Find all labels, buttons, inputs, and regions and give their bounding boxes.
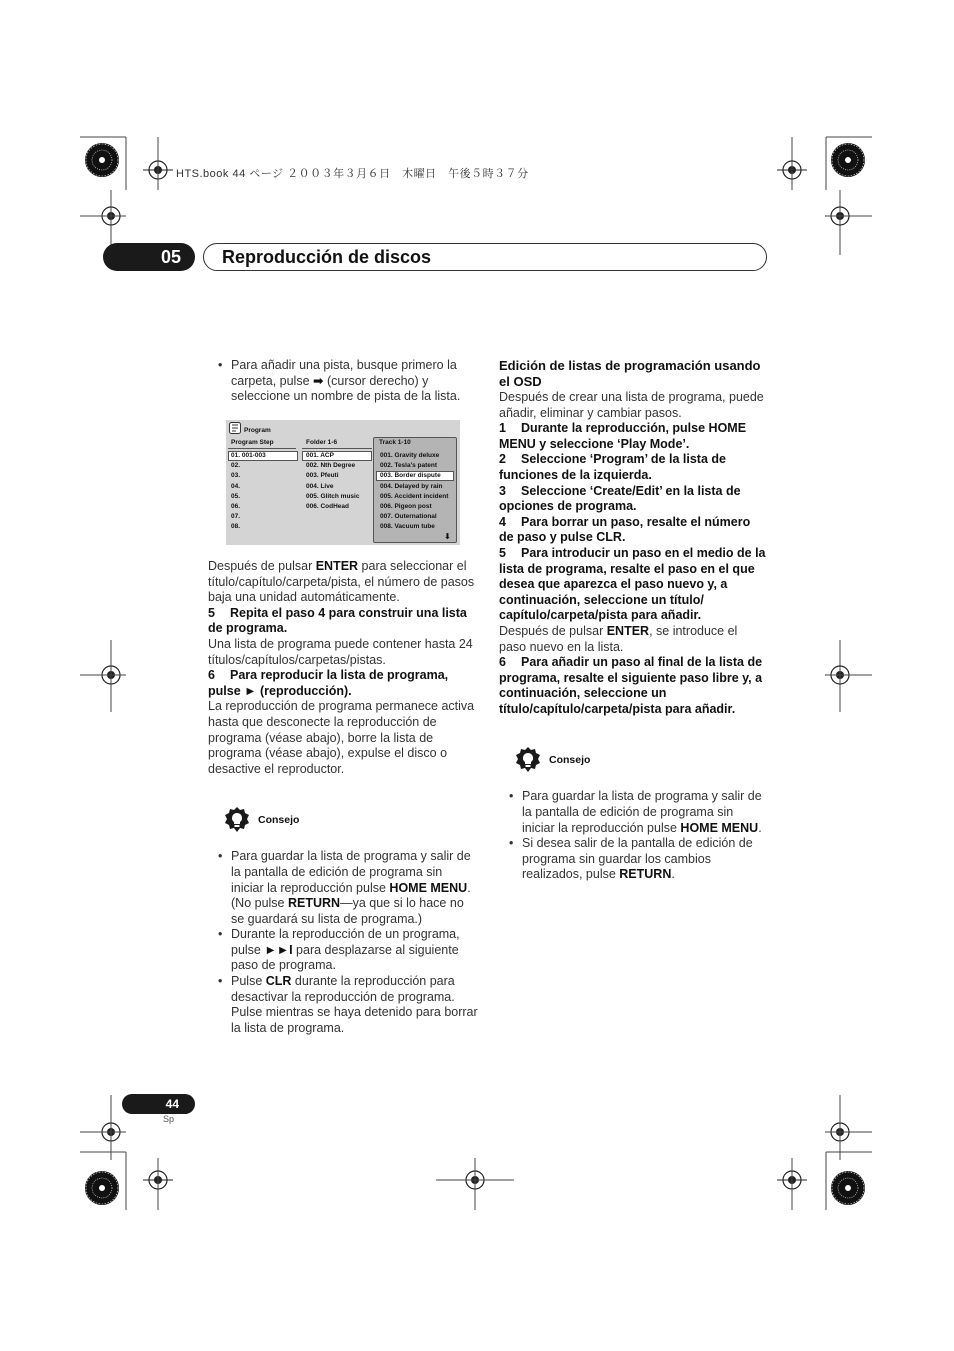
step-5-after-text: Después de pulsar ENTER, se introduce el paso nuevo en la lista. [499,623,738,654]
tip-bullet-2: • Durante la reproducción de un programa, pulse ►►I para desplazarse al siguiente paso de programa. [208,927,478,974]
osd-step-item[interactable]: 02. [231,462,241,470]
edit-step-2: 2 Seleccione ‘Program’ de la lista de funciones de la izquierda. [499,452,726,482]
edit-step-4: 4 Para borrar un paso, resalte el número de paso y pulse CLR. [499,514,751,545]
lightbulb-icon [515,747,541,773]
right-step-6-title: 6 Para añadir un paso al final de la lista de programa, resalte el siguiente paso libre y, a continuación, seleccione un título/capítulo/carpeta/pista para añadir. [499,655,763,716]
tip-label: Consejo [258,813,300,826]
print-meta: HTS.book 44 ページ ２００３年３月６日 木曜日 午後５時３７分 [176,168,529,180]
program-osd-screen [226,420,460,545]
section-title: Edición de listas de programación usando el OSD [499,358,761,389]
osd-track-item[interactable]: 003. Border dispute [380,472,441,480]
scroll-down-icon[interactable]: ⬇ [444,532,451,541]
step-6-title: 6 Para reproducir la lista de programa, pulse ► (reproducción). [208,668,449,698]
page-language: Sp [163,1114,175,1124]
osd-folder-item[interactable]: 004. Live [306,482,334,490]
osd-folder-header: Folder 1-6 [306,439,338,446]
osd-track-item[interactable]: 005. Accident incident [380,492,449,500]
osd-track-item[interactable]: 001. Gravity deluxe [380,452,440,459]
edit-step-1: 1 Durante la reproducción, pulse HOME MENU y seleccione ‘Play Mode’. [499,421,747,451]
osd-track-item[interactable]: 008. Vacuum tube [380,523,435,531]
osd-folder-item[interactable]: 006. CodHead [306,503,349,510]
step-5-title: 5 Repita el paso 4 para construir una lista de programa. [208,605,467,636]
intro-bullet: • Para añadir una pista, busque primero la carpeta, pulse ➡ (cursor derecho) y seleccione un nombre de pista de la lista. [208,358,478,405]
osd-folder-item[interactable]: 003. Pfeuti [306,472,339,480]
osd-track-item[interactable]: 004. Delayed by rain [380,482,443,490]
left-column-body [208,559,478,1036]
osd-program-step-header: Program Step [231,439,274,446]
osd-track-item[interactable]: 006. Pigeon post [380,503,432,510]
page-number: 44 [122,1094,195,1114]
after-enter-text: Después de pulsar ENTER para seleccionar el título/capítulo/carpeta/pista, el número de pasos baja una unidad automáticamente. [208,559,475,605]
edit-step-3: 3 Seleccione ‘Create/Edit’ en la lista de opciones de programa. [499,483,741,514]
step-5-body: Una lista de programa puede contener hasta 24 títulos/capítulos/carpetas/pistas. [208,636,473,667]
osd-step-item[interactable]: 07. [231,513,241,521]
osd-step-item[interactable]: 05. [231,492,241,500]
osd-track-item[interactable]: 007. Outernational [380,513,437,521]
step-6-body: La reproducción de programa permanece activa hasta que desconecte la reproducción de programa (véase abajo), borre la lista de programa (véase abajo), expulse el disco o desactive el reproductor. [208,699,475,776]
osd-step-item[interactable]: 03. [231,472,241,480]
chapter-number: 05 [103,243,195,271]
osd-step-item[interactable]: 08. [231,523,241,531]
osd-track-item[interactable]: 002. Tesla's patent [380,462,438,470]
osd-folder-item[interactable]: 005. Glitch music [306,492,360,500]
osd-track-header: Track 1-10 [379,439,411,446]
edit-step-5: 5 Para introducir un paso en el medio de la lista de programa, resalte el paso en el que desea que aparezca el paso nuevo y, a continuación, seleccione un título/ capítulo/carpeta/pista para añadir. [499,545,766,623]
chapter-title: Reproducción de discos [203,243,767,271]
osd-folder-item[interactable]: 001. ACP [306,452,334,459]
tip-label: Consejo [549,753,591,766]
osd-title: Program [244,427,271,434]
right-tip-bullet-2: • Si desea salir de la pantalla de edición de programa sin guardar los cambios realizados, pulse RETURN. [499,836,767,883]
osd-folder-item[interactable]: 002. Nth Degree [306,462,356,470]
osd-step-item[interactable]: 01. 001-003 [231,452,266,459]
right-column [499,358,767,883]
osd-step-item[interactable]: 04. [231,482,241,490]
tip-bullet-3: • Pulse CLR durante la reproducción para desactivar la reproducción de programa. Pulse mientras se haya detenido para borrar la lista de programa. [208,974,478,1036]
edit-steps-list [499,421,767,624]
right-tip-bullet-1: • Para guardar la lista de programa y salir de la pantalla de edición de programa sin iniciar la reproducción pulse HOME MENU. [499,789,767,836]
osd-step-item[interactable]: 06. [231,503,241,510]
tip-header [224,807,478,833]
right-tip-header [515,747,767,773]
program-icon [229,422,241,434]
left-column [208,358,478,405]
tip-bullet-1: • Para guardar la lista de programa y salir de la pantalla de edición de programa sin iniciar la reproducción pulse HOME MENU. (No pulse RETURN—ya que si lo hace no se guardará su lista de programa.) [208,849,478,927]
section-intro: Después de crear una lista de programa, puede añadir, eliminar y cambiar pasos. [499,390,764,420]
lightbulb-icon [224,807,250,833]
